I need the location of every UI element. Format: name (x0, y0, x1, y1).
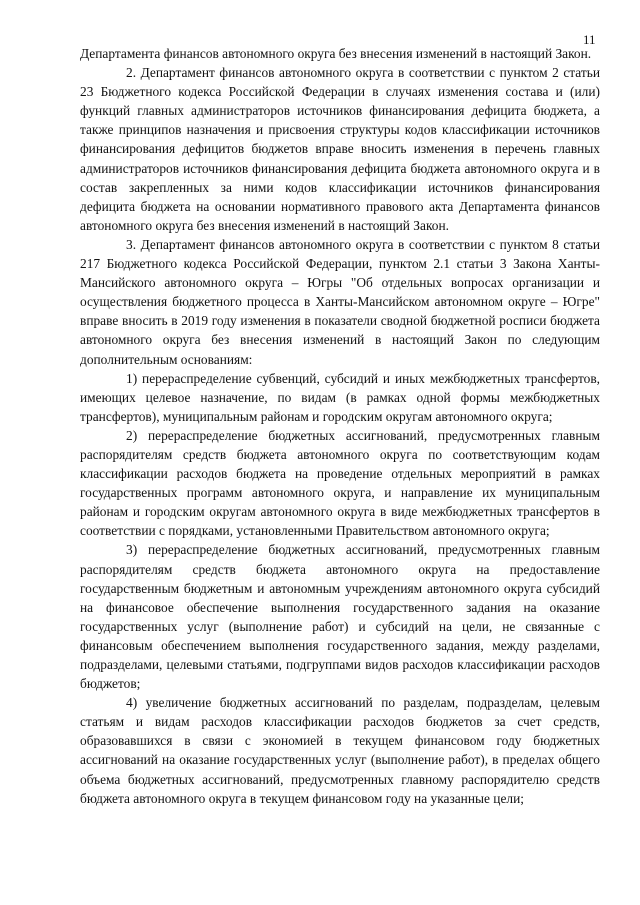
paragraph: 4) увеличение бюджетных ассигнований по разделам, подразделам, целевым статьям и видам расходов классификации расходов бюджетов за счет средств, образовавшихся в связи с экономией в текущем финансовом году бюджетных ассигнований на оказание государственных услуг (выполнение работ), в пределах общего объема бюджетных ассигнований, предусмотренных главному распорядителю средств бюджета автономного округа в текущем финансовом году на указанные цели; (80, 695, 600, 806)
paragraph: 2. Департамент финансов автономного округа в соответствии с пунктом 2 статьи 23 Бюджетного кодекса Российской Федерации в случаях изменения состава и (или) функций главных администраторов источников финансирования дефицита бюджета, а также принципов назначения и присвоения структуры кодов классификации источников финансирования дефицитов бюджетов вправе вносить изменения в перечень главных администраторов источников финансирования дефицита бюджета автономного округа и в состав закрепленных за ними кодов классификации источников финансирования дефицита бюджета на основании нормативного правового акта Департамента финансов автономного округа без внесения изменений в настоящий Закон. (80, 65, 600, 233)
document-body (80, 44, 600, 808)
paragraph: 1) перераспределение субвенций, субсидий и иных межбюджетных трансфертов, имеющих целевое назначение, по видам (в рамках одной формы межбюджетных трансфертов), муниципальным районам и городским округам автономного округа; (80, 370, 600, 424)
page-number: 11 (583, 32, 596, 47)
paragraph: Департамента финансов автономного округа без внесения изменений в настоящий Закон. (80, 46, 592, 61)
paragraph: 3) перераспределение бюджетных ассигнований, предусмотренных главным распорядителям средств бюджета автономного округа на предоставление государственным бюджетным и автономным учреждениям автономного округа субсидий на финансовое обеспечение выполнения государственного задания на оказание государственных услуг (выполнение работ) и субсидий на цели, не связанные с финансовым обеспечением выполнения государственного задания, между разделами, подразделами, целевыми статьями, подгруппами видов расходов классификации расходов бюджетов; (80, 542, 600, 692)
paragraph: 2) перераспределение бюджетных ассигнований, предусмотренных главным распорядителям средств бюджета автономного округа по соответствующим кодам классификации расходов бюджета на проведение отдельных мероприятий в рамках государственных программ автономного округа, и направление их муниципальным районам и городским округам автономного округа в виде межбюджетных трансфертов в соответствии с порядками, установленными Правительством автономного округа; (80, 427, 600, 539)
paragraph: 3. Департамент финансов автономного округа в соответствии с пунктом 8 статьи 217 Бюджетного кодекса Российской Федерации, пунктом 2.1 статьи 3 Закона Ханты-Мансийского автономного округа – Югры "Об отдельных вопросах организации и осуществления бюджетного процесса в Ханты-Мансийском автономном округе – Югре" вправе вносить в 2019 году изменения в показатели сводной бюджетной росписи бюджета автономного округа без внесения изменений в настоящий Закон по следующим дополнительным основаниям: (80, 236, 600, 367)
